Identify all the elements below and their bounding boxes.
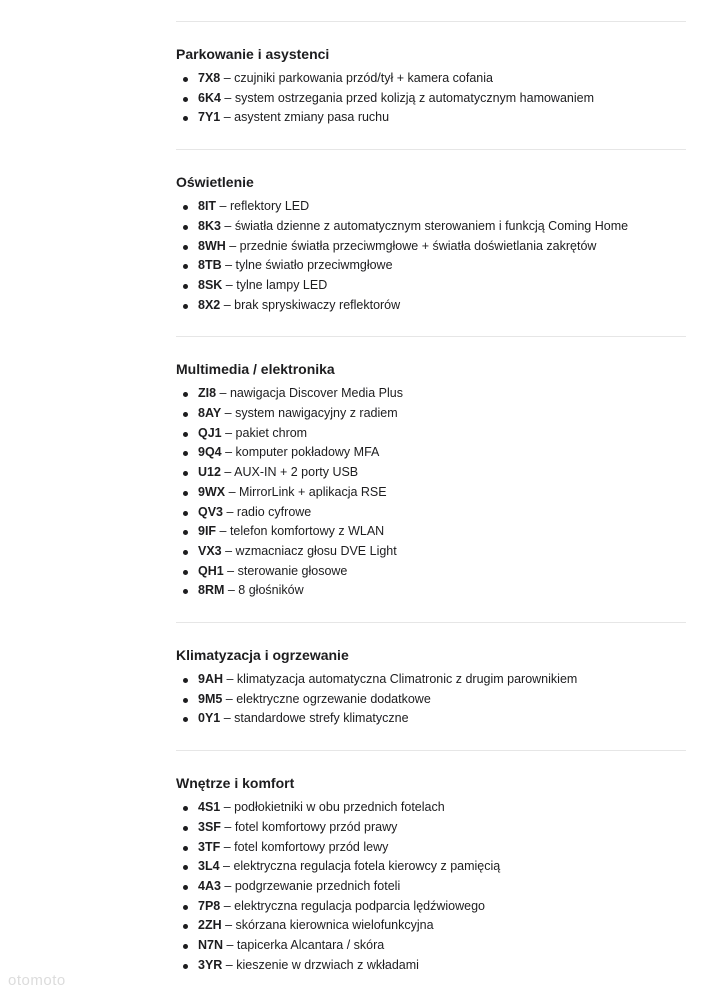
list-item [176, 916, 686, 936]
option-code: 3SF [198, 819, 221, 834]
list-item [176, 217, 686, 237]
list-item [176, 670, 686, 690]
list-item [176, 256, 686, 276]
list-item [176, 276, 686, 296]
option-description: – światła dzienne z automatycznym sterowaniem i funkcją Coming Home [220, 218, 629, 233]
list-item [176, 237, 686, 257]
option-code: 4S1 [198, 800, 221, 815]
option-description: – elektryczne ogrzewanie dodatkowe [222, 691, 431, 706]
list-item [176, 542, 686, 562]
option-code: 8X2 [198, 297, 221, 312]
option-code: 8TB [198, 258, 222, 273]
item-list [176, 197, 686, 315]
option-description: – system nawigacyjny z radiem [221, 406, 398, 421]
section-title: Multimedia / elektronika [176, 361, 335, 378]
list-item [176, 384, 686, 404]
option-code: 8AY [198, 406, 222, 421]
option-code: 9Q4 [198, 445, 222, 460]
list-item [176, 503, 686, 523]
item-list [176, 670, 686, 729]
option-description: – komputer pokładowy MFA [221, 445, 380, 460]
list-item [176, 69, 686, 89]
option-code: 8WH [198, 238, 226, 253]
option-description: – sterowanie głosowe [223, 563, 348, 578]
section [176, 623, 686, 750]
option-code: QV3 [198, 504, 224, 519]
list-item [176, 404, 686, 424]
option-description: – reflektory LED [216, 199, 310, 214]
watermark-logo: otomoto [8, 972, 66, 989]
option-description: – system ostrzegania przed kolizją z automatycznym hamowaniem [220, 90, 595, 105]
option-code: 8K3 [198, 218, 221, 233]
option-description: – tapicerka Alcantara / skóra [223, 938, 385, 953]
option-description: – telefon komfortowy z WLAN [216, 524, 385, 539]
option-code: 9AH [198, 672, 224, 687]
list-item [176, 857, 686, 877]
option-code: 6K4 [198, 90, 221, 105]
option-code: 7P8 [198, 898, 221, 913]
section [176, 337, 686, 622]
option-description: – podgrzewanie przednich foteli [220, 878, 401, 893]
option-code: U12 [198, 465, 221, 480]
list-item [176, 956, 686, 976]
option-description: – asystent zmiany pasa ruchu [220, 110, 390, 125]
option-description: – nawigacja Discover Media Plus [216, 386, 403, 401]
list-item [176, 443, 686, 463]
option-description: – standardowe strefy klimatyczne [220, 711, 409, 726]
option-description: – AUX-IN + 2 porty USB [220, 465, 359, 480]
list-item [176, 463, 686, 483]
option-description: – pakiet chrom [221, 425, 308, 440]
option-description: – fotel komfortowy przód prawy [220, 819, 398, 834]
option-description: – radio cyfrowe [223, 504, 312, 519]
option-code: 9IF [198, 524, 217, 539]
option-code: ZI8 [198, 386, 217, 401]
option-code: N7N [198, 938, 224, 953]
section [176, 22, 686, 149]
section-title: Klimatyzacja i ogrzewanie [176, 647, 349, 664]
option-code: 8IT [198, 199, 217, 214]
option-code: 7X8 [198, 71, 221, 85]
list-item [176, 562, 686, 582]
section-title: Wnętrze i komfort [176, 775, 295, 792]
option-code: 9M5 [198, 691, 223, 706]
option-code: 3L4 [198, 859, 220, 874]
section-title: Parkowanie i asystenci [176, 46, 330, 62]
item-list [176, 798, 686, 975]
option-description: – czujniki parkowania przód/tył + kamera cofania [220, 71, 493, 85]
list-item [176, 690, 686, 710]
option-description: – elektryczna regulacja podparcia lędźwiowego [220, 898, 485, 913]
list-item [176, 818, 686, 838]
option-code: 0Y1 [198, 711, 221, 726]
section [176, 751, 686, 996]
list-item [176, 838, 686, 858]
option-description: – fotel komfortowy przód lewy [220, 839, 389, 854]
option-code: 2ZH [198, 918, 222, 933]
list-item [176, 108, 686, 128]
option-description: – skórzana kierownica wielofunkcyjna [221, 918, 434, 933]
option-description: – 8 głośników [224, 583, 304, 598]
option-description: – tylne lampy LED [222, 277, 328, 292]
option-code: 3TF [198, 839, 221, 854]
option-code: 9WX [198, 484, 226, 499]
option-description: – MirrorLink + aplikacja RSE [225, 484, 387, 499]
option-description: – wzmacniacz głosu DVE Light [221, 543, 397, 558]
list-item [176, 897, 686, 917]
item-list [176, 69, 686, 128]
list-item [176, 581, 686, 601]
list-item [176, 424, 686, 444]
list-item [176, 89, 686, 109]
option-code: 4A3 [198, 878, 221, 893]
list-item [176, 798, 686, 818]
list-item [176, 522, 686, 542]
option-description: – brak spryskiwaczy reflektorów [220, 297, 401, 312]
option-description: – kieszenie w drzwiach z wkładami [222, 957, 419, 972]
option-code: 3YR [198, 957, 223, 972]
option-description: – elektryczna regulacja fotela kierowcy z pamięcią [219, 859, 501, 874]
option-description: – klimatyzacja automatyczna Climatronic z drugim parownikiem [223, 672, 578, 687]
equipment-list [176, 0, 686, 997]
sections-container [176, 22, 686, 997]
option-code: 7Y1 [198, 110, 221, 125]
option-code: 8RM [198, 583, 225, 598]
list-item [176, 936, 686, 956]
section-title: Oświetlenie [176, 174, 254, 191]
list-item [176, 709, 686, 729]
option-code: VX3 [198, 543, 222, 558]
option-description: – przednie światła przeciwmgłowe + światła doświetlania zakrętów [225, 238, 597, 253]
option-code: QJ1 [198, 425, 222, 440]
option-description: – tylne światło przeciwmgłowe [221, 258, 393, 273]
list-item [176, 483, 686, 503]
option-code: QH1 [198, 563, 224, 578]
list-item [176, 877, 686, 897]
item-list [176, 384, 686, 601]
list-item [176, 197, 686, 217]
section [176, 150, 686, 336]
list-item [176, 296, 686, 316]
option-code: 8SK [198, 277, 223, 292]
option-description: – podłokietniki w obu przednich fotelach [220, 800, 445, 815]
